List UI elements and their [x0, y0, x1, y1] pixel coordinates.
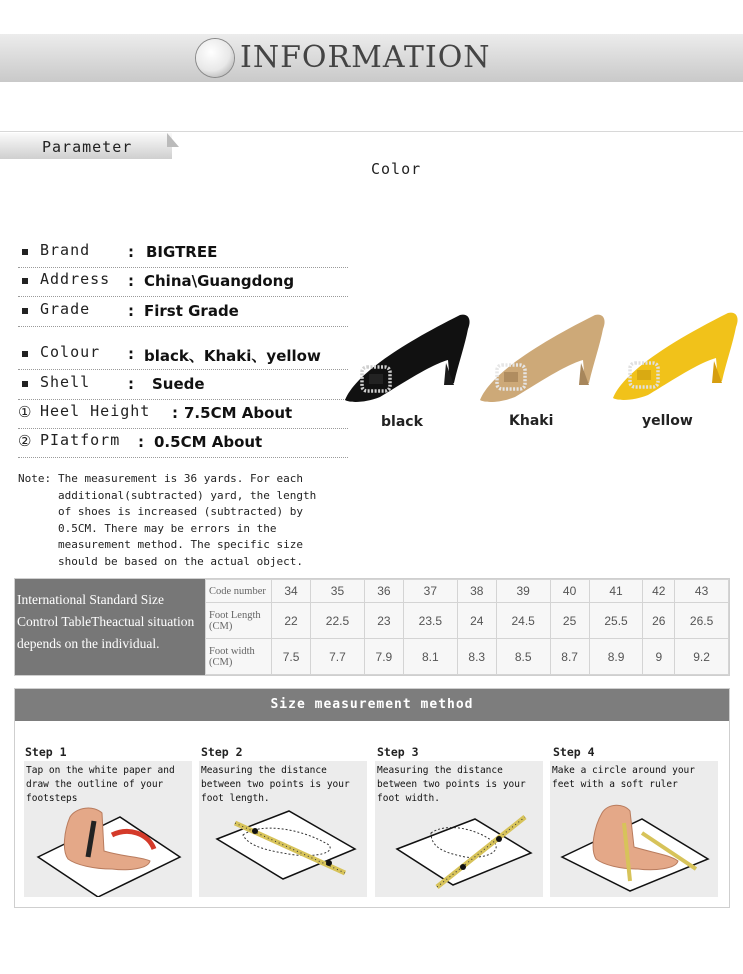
parameter-label: Parameter	[42, 138, 133, 156]
spec-sep: :	[128, 345, 134, 363]
bullet-icon	[22, 351, 28, 357]
note-text: The measurement is 36 yards. For each additional(subtracted) yard, the length of shoes is increased (subtracted) by 0.5CM. There may be errors in the measurement method. The specific size should be based on the actual object.	[58, 472, 317, 568]
step-1-title: Step 1	[25, 745, 67, 759]
size-cell: 22	[272, 603, 311, 639]
measurement-panel	[14, 688, 730, 908]
size-cell: 41	[589, 580, 643, 603]
step-3-title: Step 3	[377, 745, 419, 759]
step-2-text: Measuring the distance between two points is your foot length.	[201, 765, 350, 804]
shoe-label-khaki: Khaki	[509, 413, 554, 429]
size-cell: 8.3	[457, 639, 496, 675]
size-cell: 38	[457, 580, 496, 603]
step-2-title: Step 2	[201, 745, 243, 759]
size-cell: 8.5	[496, 639, 550, 675]
size-cell: 39	[496, 580, 550, 603]
color-title: Color	[371, 160, 422, 178]
step-4-title: Step 4	[553, 745, 595, 759]
spec-key: Grade	[40, 300, 91, 318]
spec-row-address	[18, 272, 348, 297]
spec-key: Heel Height	[40, 402, 151, 420]
spec-value: black、Khaki、yellow	[144, 347, 321, 365]
size-cell: 8.7	[550, 639, 589, 675]
step-1-text: Tap on the white paper and draw the outline of your footsteps	[26, 765, 175, 804]
spec-sep: :	[172, 404, 178, 422]
spec-row-heel-height	[18, 404, 348, 429]
spec-key: Shell	[40, 373, 91, 391]
step-4-panel	[550, 761, 718, 897]
size-cell: 23.5	[403, 603, 457, 639]
size-cell: 26	[643, 603, 675, 639]
spec-row-grade	[18, 302, 348, 327]
size-table-caption: International Standard Size Control TableTheactual situation depends on the individual.	[15, 579, 205, 675]
shoe-khaki-image	[480, 315, 605, 402]
note-prefix: Note:	[18, 472, 52, 485]
bullet-icon	[22, 381, 28, 387]
size-cell: 7.5	[272, 639, 311, 675]
bullet-icon	[22, 278, 28, 284]
spec-value: 0.5CM About	[154, 433, 263, 451]
size-row-label: Code number	[206, 580, 272, 603]
size-cell: 43	[675, 580, 729, 603]
spec-key: Address	[40, 270, 111, 288]
spec-sep: :	[128, 272, 134, 290]
shoe-illustrations	[340, 305, 740, 405]
size-cell: 8.9	[589, 639, 643, 675]
step-2-panel	[199, 761, 367, 897]
foot-width-ruler-icon	[375, 761, 543, 897]
size-row	[206, 639, 729, 675]
size-table	[14, 578, 730, 676]
shoe-label-yellow: yellow	[642, 413, 693, 429]
spec-sep: :	[128, 375, 134, 393]
spec-row-platform	[18, 433, 348, 458]
spec-value: China\Guangdong	[144, 272, 295, 290]
size-row	[206, 580, 729, 603]
size-cell: 24.5	[496, 603, 550, 639]
step-3-text: Measuring the distance between two points is your foot width.	[377, 765, 526, 804]
shoe-label-black: black	[381, 414, 423, 430]
size-row-label: Foot width (CM)	[206, 639, 272, 675]
size-cell: 7.9	[364, 639, 403, 675]
foot-circumference-icon	[550, 761, 718, 897]
size-grid	[205, 579, 729, 675]
size-cell: 23	[364, 603, 403, 639]
size-cell: 35	[311, 580, 365, 603]
size-cell: 9	[643, 639, 675, 675]
size-cell: 7.7	[311, 639, 365, 675]
size-cell: 25.5	[589, 603, 643, 639]
spec-sep: :	[128, 243, 134, 261]
spec-value: First Grade	[144, 302, 239, 320]
size-cell: 37	[403, 580, 457, 603]
size-cell: 34	[272, 580, 311, 603]
bullet-icon	[22, 249, 28, 255]
spec-key: Colour	[40, 343, 101, 361]
step-1-panel	[24, 761, 192, 897]
bullet-icon	[22, 308, 28, 314]
step-3-panel	[375, 761, 543, 897]
size-cell: 24	[457, 603, 496, 639]
size-cell: 25	[550, 603, 589, 639]
size-cell: 42	[643, 580, 675, 603]
size-cell: 40	[550, 580, 589, 603]
spec-row-shell	[18, 375, 348, 400]
size-cell: 36	[364, 580, 403, 603]
spec-key: Brand	[40, 241, 91, 259]
foot-outline-icon	[24, 761, 192, 897]
spec-value: 7.5CM About	[184, 404, 293, 422]
spec-value: BIGTREE	[146, 243, 218, 261]
shoe-black-image	[345, 315, 470, 402]
size-cell: 9.2	[675, 639, 729, 675]
spec-row-brand	[18, 243, 348, 268]
divider	[0, 131, 743, 132]
size-cell: 22.5	[311, 603, 365, 639]
size-cell: 8.1	[403, 639, 457, 675]
size-row	[206, 603, 729, 639]
banner-circle-icon	[196, 39, 234, 77]
spec-row-colour	[18, 345, 348, 370]
shoe-yellow-image	[613, 313, 738, 400]
size-row-label: Foot Length (CM)	[206, 603, 272, 639]
spec-sep: :	[138, 433, 144, 451]
size-cell: 26.5	[675, 603, 729, 639]
page-title: INFORMATION	[240, 40, 491, 75]
spec-sep: :	[128, 302, 134, 320]
step-4-text: Make a circle around your feet with a soft ruler	[552, 765, 695, 790]
measurement-title: Size measurement method	[15, 689, 729, 721]
circled-number-2: ②	[18, 432, 32, 450]
spec-key: PIatform	[40, 431, 121, 449]
tab-notch	[167, 133, 179, 147]
spec-value: Suede	[152, 375, 205, 393]
circled-number-1: ①	[18, 403, 32, 421]
foot-length-ruler-icon	[199, 761, 367, 897]
